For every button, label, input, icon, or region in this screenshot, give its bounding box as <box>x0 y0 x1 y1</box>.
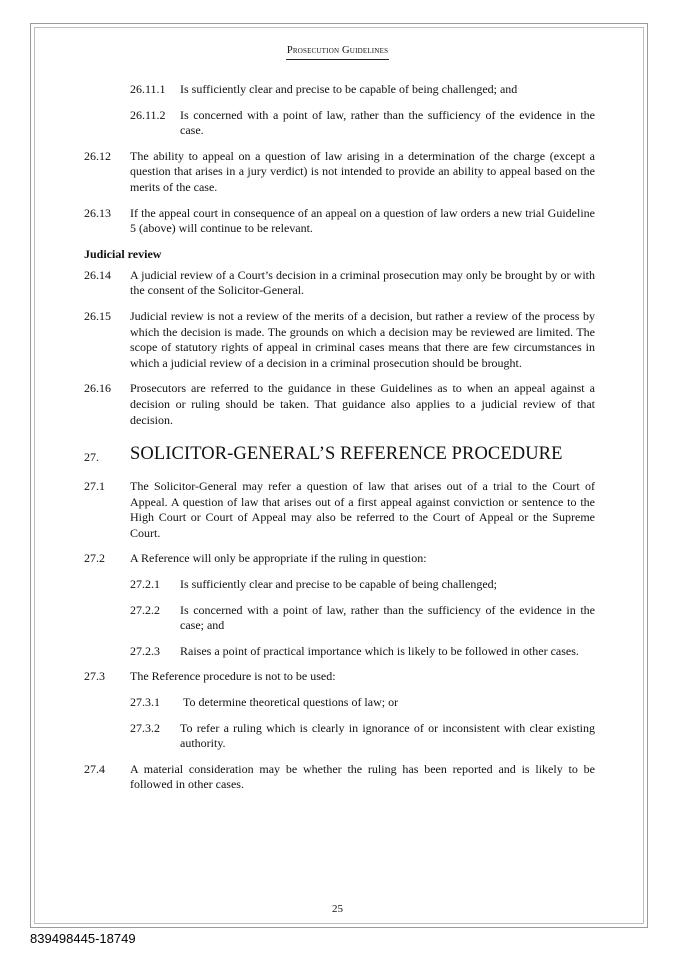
document-body <box>84 82 595 803</box>
clause-text: Judicial review is not a review of the merits of a decision, but rather a review of the process by which the decision is made. The grounds on which a decision may be reviewed are limited. The scope of statutory rights of appeal in criminal cases means that there are few circumstances in which a judicial review of a decision in a criminal prosecution should be brought. <box>130 308 595 370</box>
clause-number: 27.1 <box>84 479 105 494</box>
section-number: 27. <box>84 450 99 465</box>
clause-27-1 <box>84 479 595 541</box>
clause-number: 26.14 <box>84 267 111 282</box>
clause-text: Is concerned with a point of law, rather than the sufficiency of the evidence in the case; and <box>180 602 595 633</box>
clause-27-3 <box>84 669 595 685</box>
clause-27-2-2 <box>130 603 595 634</box>
clause-27-2-1 <box>130 577 595 593</box>
clause-number: 27.2.3 <box>130 643 160 658</box>
clause-text: Is sufficiently clear and precise to be capable of being challenged; and <box>180 82 518 96</box>
clause-number: 27.2 <box>84 551 105 566</box>
clause-text: Is concerned with a point of law, rather than the sufficiency of the evidence in the case. <box>180 107 595 138</box>
clause-text: To determine theoretical questions of law; or <box>180 695 399 710</box>
section-title: SOLICITOR-GENERAL’S REFERENCE PROCEDURE <box>130 444 563 465</box>
page-number: 25 <box>332 903 343 915</box>
document-id: 839498445-18749 <box>30 931 136 946</box>
clause-text: A judicial review of a Court’s decision in a criminal prosecution may only be brought by or with the consent of the Solicitor-General. <box>130 267 595 298</box>
clause-26-11-2 <box>130 108 595 139</box>
clause-text: The Reference procedure is not to be used: <box>130 669 336 684</box>
clause-number: 26.11.2 <box>130 107 166 122</box>
clause-number: 27.2.2 <box>130 602 160 617</box>
subheading-judicial-review: Judicial review <box>84 246 162 261</box>
running-header-title: Prosecution Guidelines <box>286 45 389 60</box>
clause-text: Raises a point of practical importance which is likely to be followed in other cases. <box>180 643 579 658</box>
clause-text: A Reference will only be appropriate if the ruling in question: <box>130 551 427 566</box>
clause-number: 27.2.1 <box>130 577 160 592</box>
section-heading-27 <box>84 444 595 466</box>
clause-number: 27.3.2 <box>130 720 160 735</box>
clause-number: 27.4 <box>84 761 105 776</box>
clause-27-3-2 <box>130 721 595 752</box>
clause-text: To refer a ruling which is clearly in ignorance of or inconsistent with clear existing authority. <box>180 720 595 751</box>
clause-text: The Solicitor-General may refer a question of law that arises out of a trial to the Court of Appeal. A question of law that arises out of a first appeal against conviction or sentence to the High Court or Court of Appeal may also be referred to the Court of Appeal or the Supreme Court. <box>130 479 595 540</box>
clause-number: 26.16 <box>84 381 111 396</box>
clause-26-11-1 <box>130 82 595 98</box>
clause-number: 27.3.1 <box>130 695 160 710</box>
clause-text: A material consideration may be whether the ruling has been reported and is likely to be followed in other cases. <box>130 761 595 792</box>
clause-number: 26.11.1 <box>130 82 166 96</box>
clause-26-16 <box>84 381 595 428</box>
clause-text: Prosecutors are referred to the guidance in these Guidelines as to when an appeal against a decision or ruling should be taken. That guidance also applies to a judicial review of that decision. <box>130 381 595 427</box>
clause-27-2 <box>84 551 595 567</box>
clause-number: 27.3 <box>84 669 105 684</box>
clause-27-3-1 <box>130 695 595 711</box>
clause-number: 26.13 <box>84 205 111 220</box>
clause-26-12 <box>84 149 595 196</box>
clause-26-15 <box>84 309 595 371</box>
clause-27-2-3 <box>130 644 595 660</box>
clause-text: If the appeal court in consequence of an appeal on a question of law orders a new trial Guideline 5 (above) will continue to be relevant. <box>130 205 595 236</box>
running-header <box>0 40 675 60</box>
clause-text: The ability to appeal on a question of law arising in a determination of the charge (except a question that arises in a jury verdict) is not intended to provide an ability to appeal based on the merits of the case. <box>130 148 595 194</box>
clause-27-4 <box>84 762 595 793</box>
clause-number: 26.15 <box>84 308 111 323</box>
clause-number: 26.12 <box>84 148 111 163</box>
clause-26-14 <box>84 268 595 299</box>
clause-26-13 <box>84 206 595 237</box>
clause-text: Is sufficiently clear and precise to be capable of being challenged; <box>180 577 497 592</box>
